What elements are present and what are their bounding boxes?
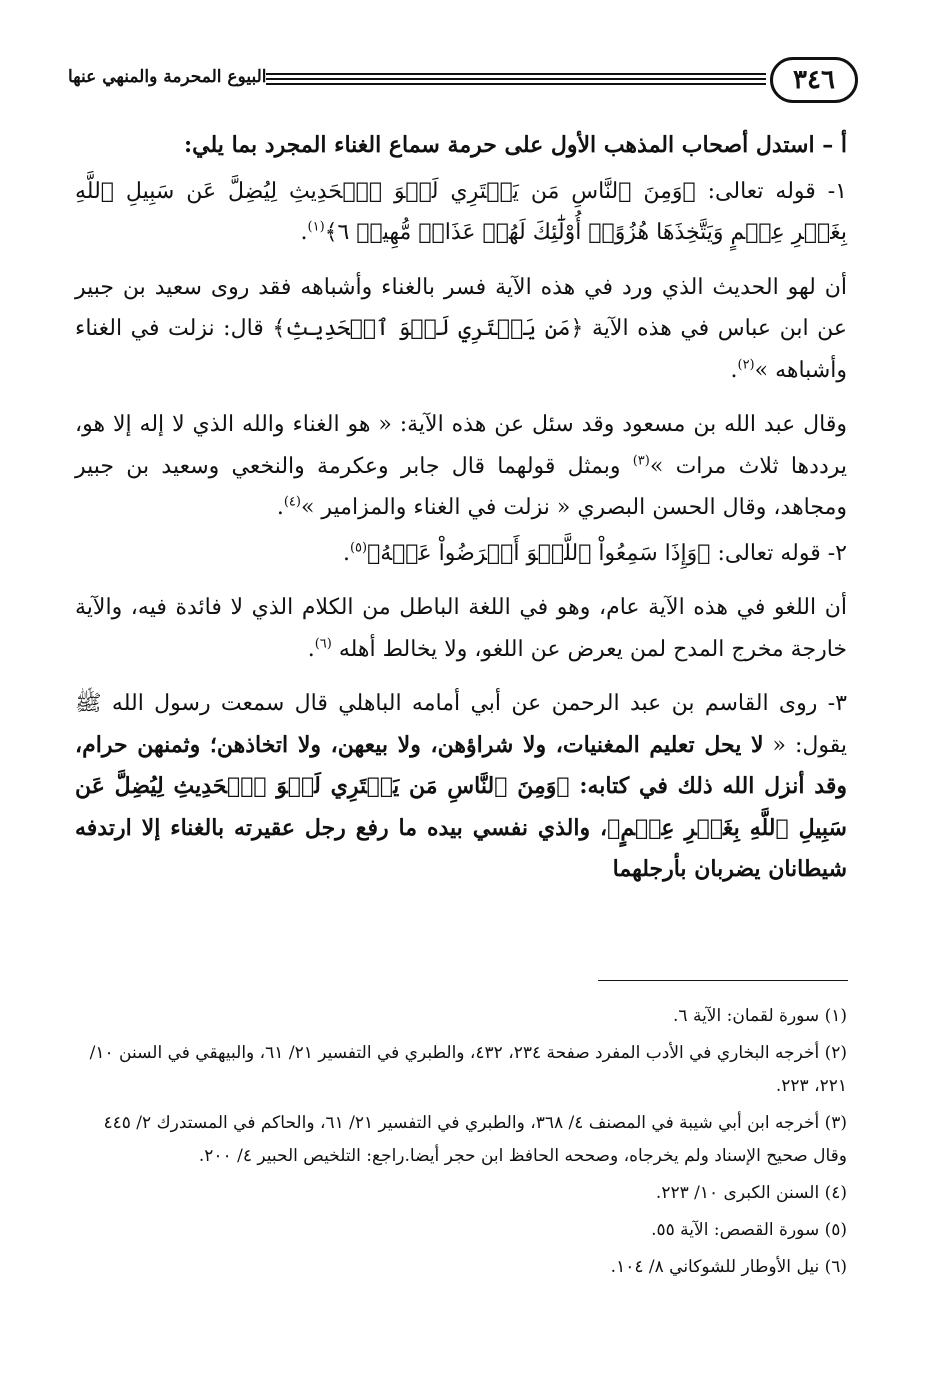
footnote-separator [598,980,848,981]
paragraph-evidence-1: ١- قوله تعالى: ﴿وَمِنَ ٱلنَّاسِ مَن يَشۡتَرِي لَهۡوَ ٱلۡحَدِيثِ لِيُضِلَّ عَن سَبِيلِ ٱللَّهِ بِغَيۡرِ عِلۡمٍ وَيَتَّخِذَهَا هُزُوًاۚ أُوْلَٰٓئِكَ لَهُمۡ عَذَابٞ مُّهِينٞ ٦﴾$^{(١)}$. [75,178,847,245]
text-span: وقال عبد الله بن مسعود وقد سئل عن هذه الآية: « هو الغناء والله الذي لا إله إلا هو، يرددها ثلاث مرات » [75,412,847,479]
footnote-ref: (٢) [737,357,755,373]
evidence-intro: ٢- قوله تعالى: [710,540,847,566]
footnote-ref: (٣) [632,453,650,469]
main-text [75,125,847,904]
footnote-ref: (٤) [283,494,301,510]
section-heading: أ – استدل أصحاب المذهب الأول على حرمة سماع الغناء المجرد بما يلي: [184,132,847,158]
footnote: (٦) نيل الأوطار للشوكاني ٨/ ١٠٤. [610,1257,847,1277]
footnote-ref: (١) [307,219,325,235]
hadith-text: لا يحل تعليم المغنيات، ولا شراؤهن، ولا بيعهن، ولا اتخاذهن؛ وثمنهن حرام، وقد أنزل الله ذلك في كتابه: [75,731,847,799]
footnote: (٣) أخرجه ابن أبي شيبة في المصنف ٤/ ٣٦٨، والطبري في التفسير ٢١/ ٦١، والحاكم في المستدرك ٢/ ٤٤٥ وقال صحيح الإسناد ولم يخرجاه، وصححه الحافظ ابن حجر أيضا.راجع: التلخيص الحبير ٤/ ٢٠٠. [103,1113,847,1166]
footnote: (١) سورة لقمان: الآية ٦. [673,1006,847,1026]
text-span: وبمثل قولهما قال جابر وعكرمة والنخعي وسعيد بن جبير ومجاهد، وقال الحسن البصري « نزلت في الغناء والمزامير » [75,453,847,520]
header-rule [266,73,766,75]
paragraph-explanation-3: أن اللغو في هذه الآية عام، وهو في اللغة الباطل من الكلام الذي لا فائدة فيه، والآية خارجة مخرج المدح لمن يعرض عن اللغو، ولا يخالط أهله $^{(٦)}$. [75,595,847,662]
running-title: البيوع المحرمة والمنهي عنها [68,67,267,87]
header-rule [266,78,766,80]
footnote-ref: (٦) [314,636,332,652]
text-span: أن لهو الحديث الذي ورد في هذه الآية فسر بالغناء وأشباهه فقد روى سعيد بن جبير عن ابن عباس في هذه الآية [75,274,848,341]
footnote: (٤) السنن الكبرى ١٠/ ٢٢٣. [655,1183,847,1203]
quran-verse: ﴿وَمِنَ ٱلنَّاسِ مَن يَشۡتَرِي لَهۡوَ ٱلۡحَدِيثِ لِيُضِلَّ عَن سَبِيلِ ٱللَّهِ بِغَيۡرِ عِلۡمٍ وَيَتَّخِذَهَا هُزُوًاۚ أُوْلَٰٓئِكَ لَهُمۡ عَذَابٞ مُّهِينٞ ٦﴾ [75,178,847,245]
text-span: ٣- روى القاسم بن عبد الرحمن عن أبي أمامه الباهلي قال سمعت رسول الله ﷺ يقول: « [75,691,847,758]
page-number: ٣٤٦ [770,57,858,103]
footnote: (٥) سورة القصص: الآية ٥٥. [651,1220,847,1240]
footnotes [75,1000,847,1288]
quran-verse: ﴿وَإِذَا سَمِعُواْ ٱللَّغۡوَ أَعۡرَضُواْ عَنۡهُ﴾ [367,540,711,566]
paragraph-evidence-2: ٢- قوله تعالى: ﴿وَإِذَا سَمِعُواْ ٱللَّغۡوَ أَعۡرَضُواْ عَنۡهُ﴾$^{(٥)}$. [342,540,847,566]
hadith-text: ، والذي نفسي بيده ما رفع رجل عقيرته بالغناء إلا ارتدفه شيطانان يضربان بأرجلهما [75,814,847,882]
paragraph-explanation-1: أن لهو الحديث الذي ورد في هذه الآية فسر بالغناء وأشباهه فقد روى سعيد بن جبير عن ابن عباس في هذه الآية ﴿مَن يَشۡتَرِي لَهۡوَ ٱلۡحَدِيثِ﴾ قال: نزلت في الغناء وأشباهه »$^{(٢)}$. [75,274,848,383]
paragraph-evidence-3 [75,683,847,891]
header-rule [266,83,766,85]
footnote-ref: (٥) [349,540,368,556]
paragraph-explanation-2: وقال عبد الله بن مسعود وقد سئل عن هذه الآية: « هو الغناء والله الذي لا إله إلا هو، يرددها ثلاث مرات »$^{(٣)}$ وبمثل قولهما قال جابر وعكرمة والنخعي وسعيد بن جبير ومجاهد، وقال الحسن البصري « نزلت في الغناء والمزامير »$^{(٤)}$. [75,412,847,520]
quran-verse: ﴿وَمِنَ ٱلنَّاسِ مَن يَشۡتَرِي لَهۡوَ ٱلۡحَدِيثِ لِيُضِلَّ عَن سَبِيلِ ٱللَّهِ بِغَيۡرِ عِلۡمٍ﴾ [75,773,847,841]
footnote: (٢) أخرجه البخاري في الأدب المفرد صفحة ٢٣٤، ٤٣٢، والطبري في التفسير ٢١/ ٦١، والبيهقي في السنن ١٠/ ٢٢١، ٢٢٣. [89,1043,847,1096]
text-span: قال: نزلت في الغناء وأشباهه » [75,316,847,383]
page-header [68,55,858,109]
evidence-intro: ١- قوله تعالى: [695,178,847,204]
quran-verse: ﴿مَن يَشۡتَرِي لَهۡوَ ٱلۡحَدِيثِ﴾ [272,316,584,341]
text-span: أن اللغو في هذه الآية عام، وهو في اللغة الباطل من الكلام الذي لا فائدة فيه، والآية خارجة مخرج المدح لمن يعرض عن اللغو، ولا يخالط أهله [75,595,847,662]
